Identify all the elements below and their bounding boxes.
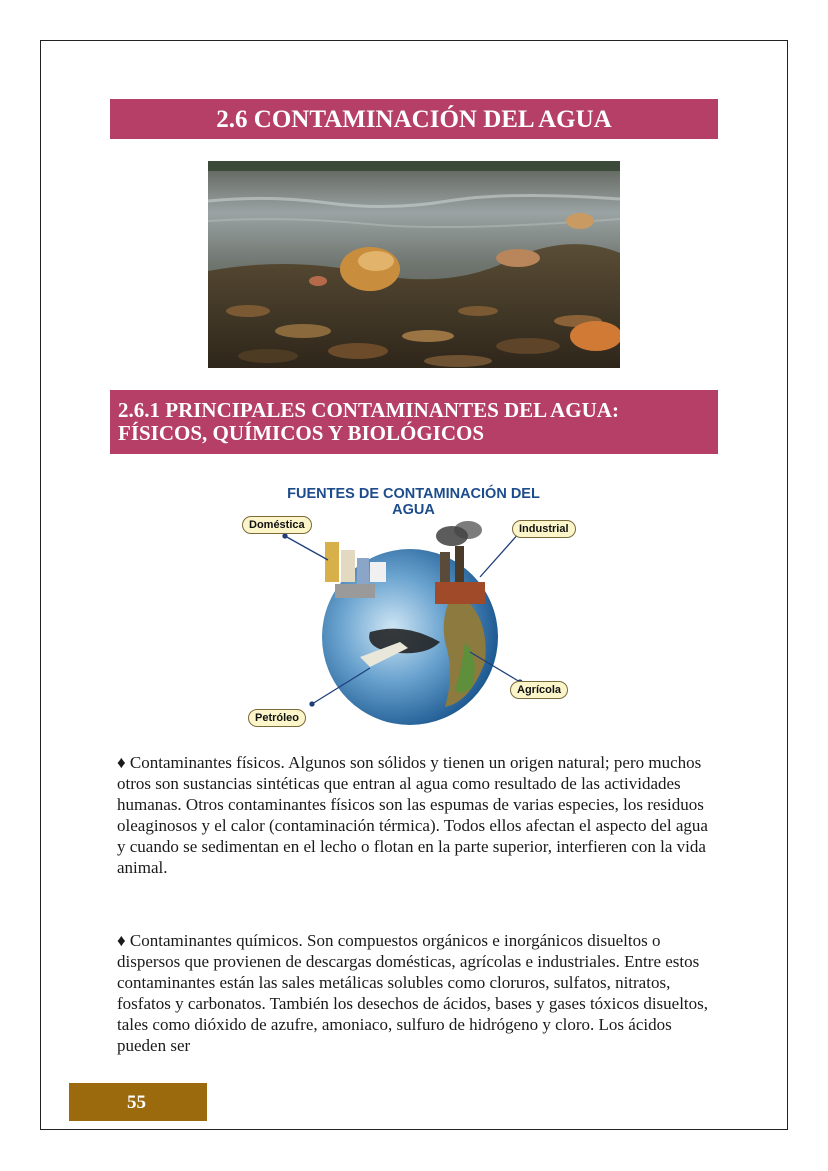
section-title: 2.6 CONTAMINACIÓN DEL AGUA xyxy=(110,99,718,139)
label-domestica: Doméstica xyxy=(242,516,312,534)
infographic-title-line-1: FUENTES DE CONTAMINACIÓN DEL xyxy=(287,486,540,502)
subsection-title-line-1: 2.6.1 PRINCIPALES CONTAMINANTES DEL AGUA: xyxy=(118,398,619,422)
subsection-title-line-2: FÍSICOS, QUÍMICOS Y BIOLÓGICOS xyxy=(118,421,485,445)
paragraph-physical-contaminants: ♦ Contaminantes físicos. Algunos son sólidos y tienen un origen natural; pero muchos otros son sustancias sintéticas que entran al agua como resultado de las actividades humanas. Otros contaminantes físicos son las espumas de varias especies, los residuos oleaginosos y el calor (contaminación térmica). Todos ellos afectan el aspecto del agua y cuando se sedimentan en el lecho o flotan en la parte superior, interfieren con la vida animal. xyxy=(117,753,708,877)
infographic-title-line-2: AGUA xyxy=(392,502,435,518)
polluted-water-photo xyxy=(208,161,620,368)
subsection-title xyxy=(110,390,718,454)
page-number: 55 xyxy=(69,1083,207,1121)
pollution-sources-infographic xyxy=(240,472,587,732)
label-petroleo: Petróleo xyxy=(248,709,306,727)
paragraph-chemical-contaminants: ♦ Contaminantes químicos. Son compuestos orgánicos e inorgánicos disueltos o dispersos que provienen de descargas domésticas, agrícolas e industriales. Entre estos contaminantes están las sales metálicas solubles como cloruros, sulfatos, nitratos, fosfatos y carbonatos. También los desechos de ácidos, bases y gases tóxicos disueltos, tales como dióxido de azufre, amoniaco, sulfuro de hidrógeno y cloro. Los ácidos pueden ser xyxy=(117,931,709,1055)
label-industrial: Industrial xyxy=(512,520,576,538)
label-agricola: Agrícola xyxy=(510,681,568,699)
